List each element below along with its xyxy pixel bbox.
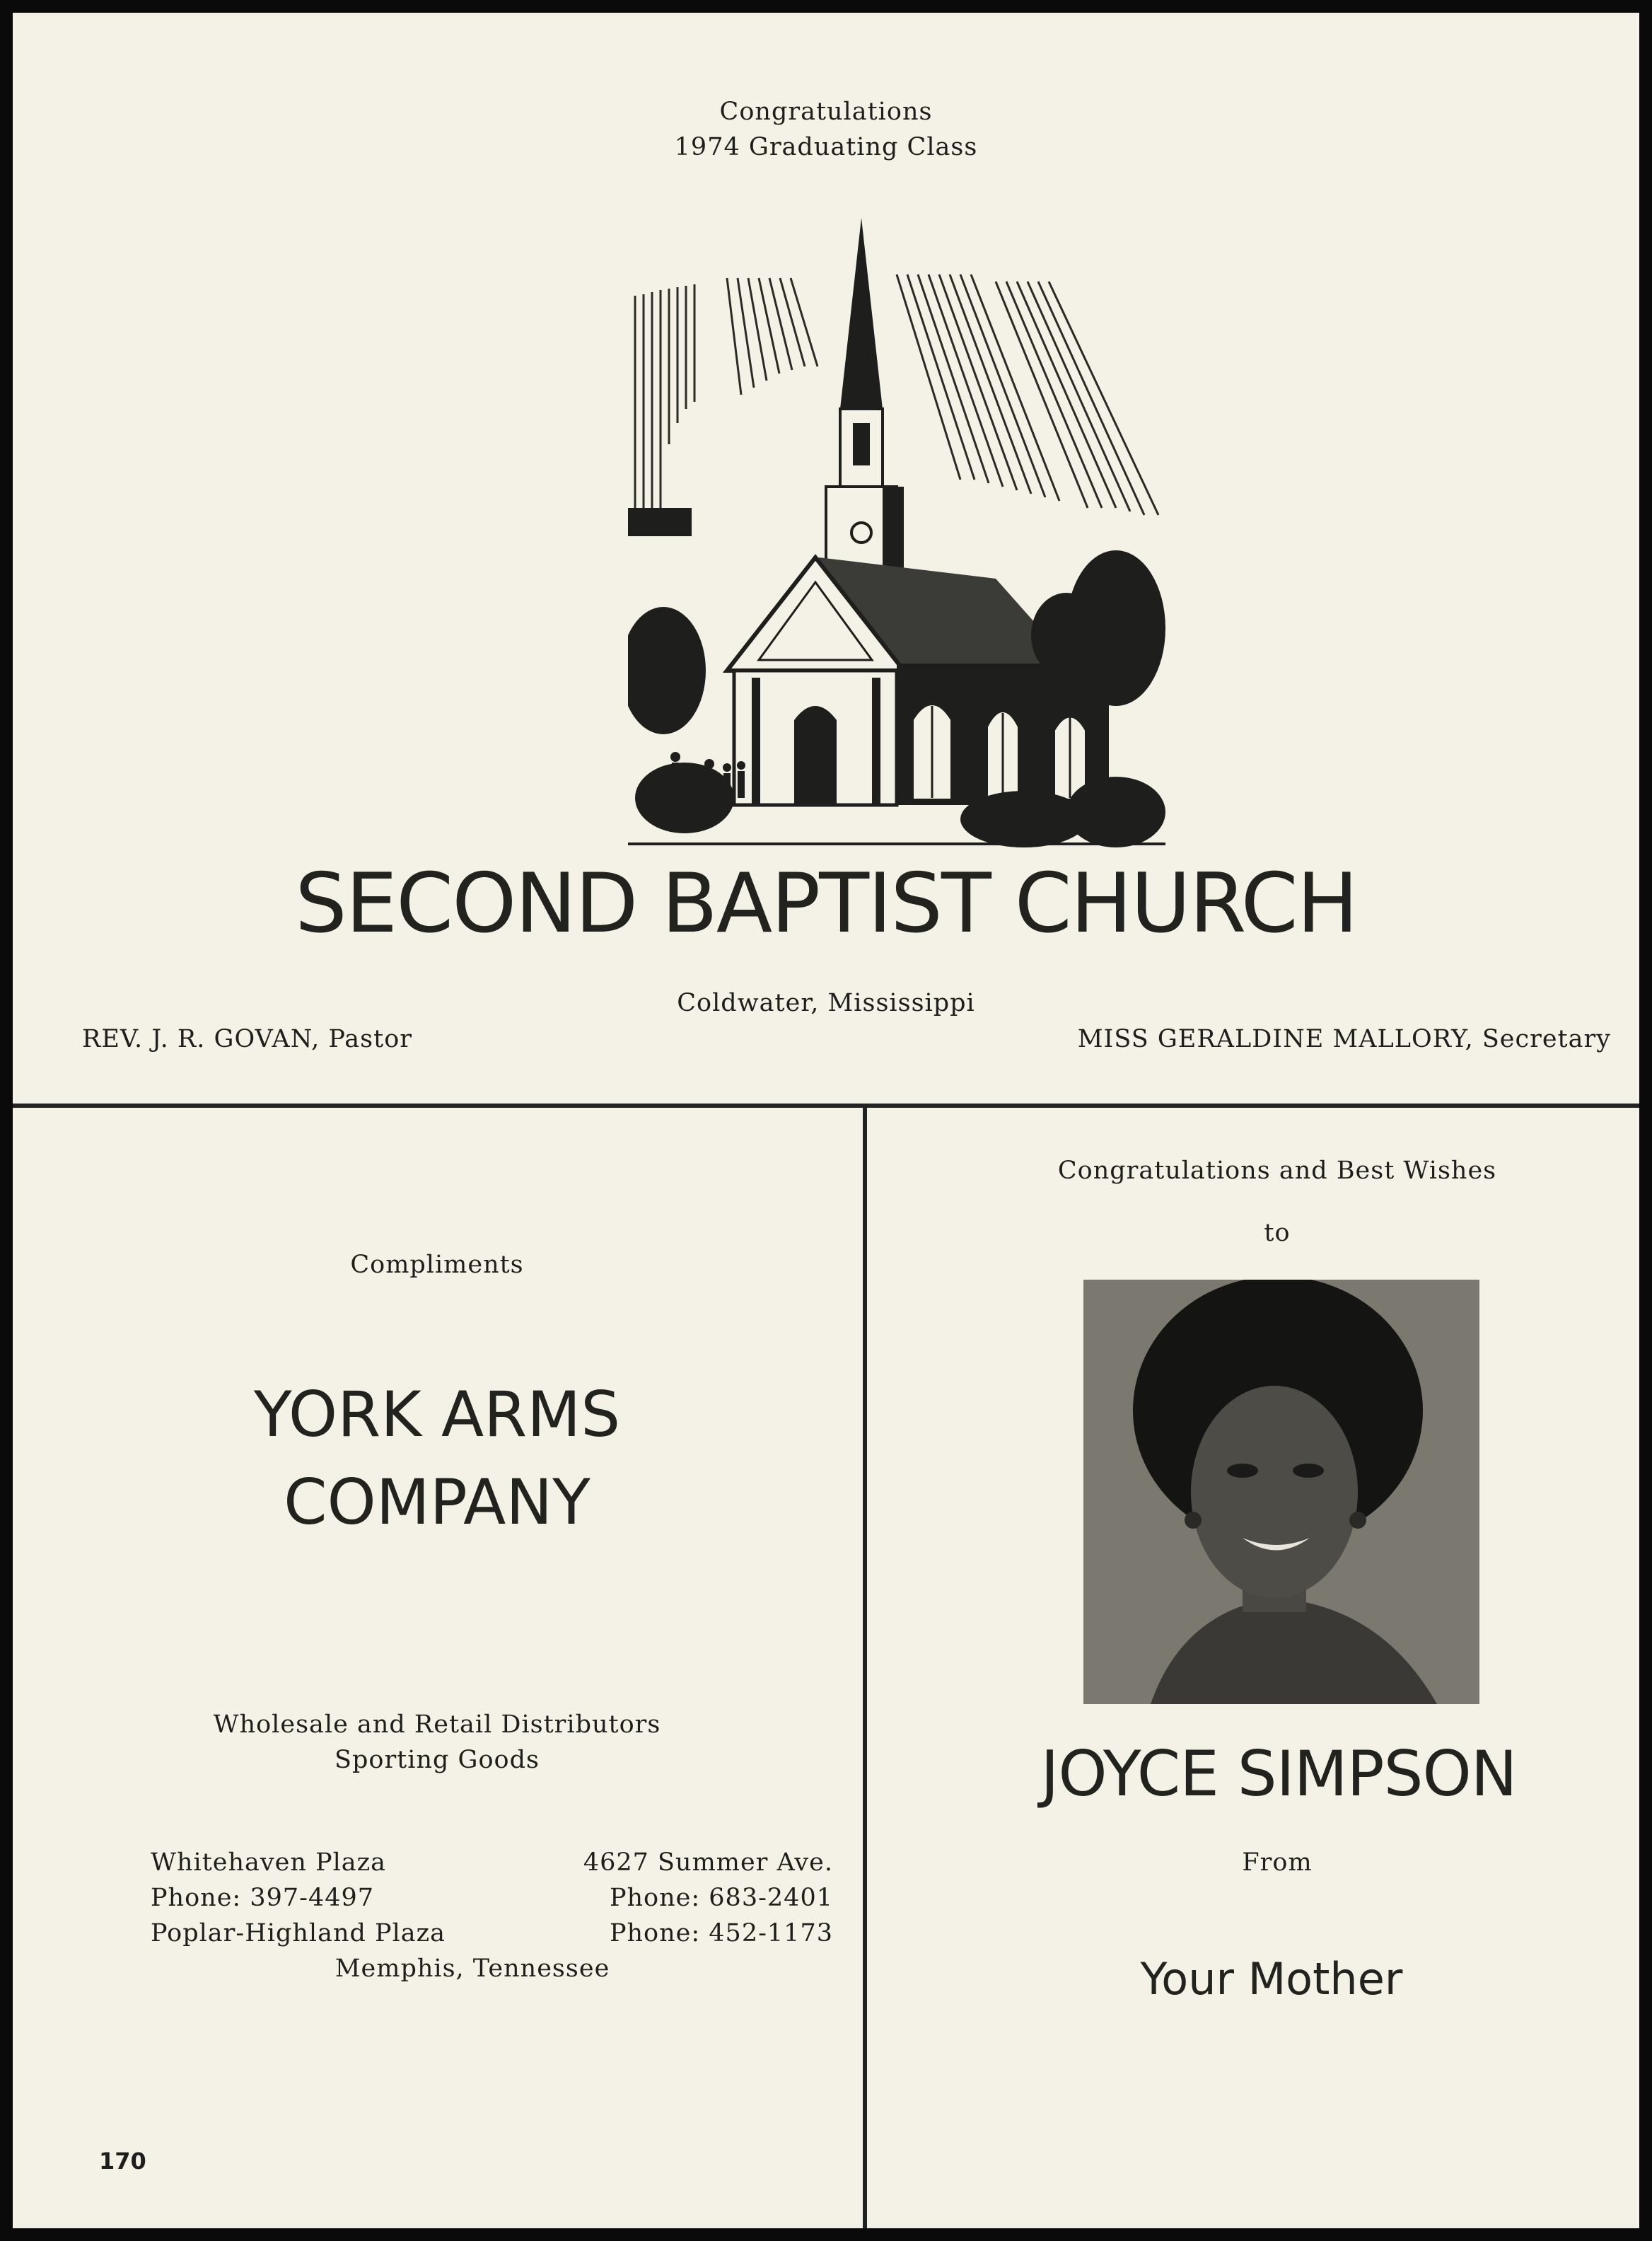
- york-right-store: [494, 1845, 833, 1951]
- york-tagline-line2: Sporting Goods: [335, 1746, 540, 1774]
- church-greeting: [614, 94, 1038, 165]
- york-store-name2: Poplar-Highland Plaza: [151, 1919, 446, 1947]
- simpson-name: JOYCE SIMPSON: [1040, 1737, 1517, 1810]
- portrait-graphic: [1083, 1280, 1479, 1704]
- church-location: Coldwater, Mississippi: [677, 989, 975, 1017]
- york-compliments: Compliments: [350, 1251, 524, 1279]
- simpson-from: From: [1242, 1848, 1313, 1877]
- york-left-store: [151, 1845, 504, 1951]
- church-secretary: MISS GERALDINE MALLORY, Secretary: [1077, 1025, 1611, 1053]
- church-name: SECOND BAPTIST CHURCH: [295, 856, 1357, 951]
- york-store-phone2: Phone: 452-1173: [609, 1919, 833, 1947]
- vertical-divider: [863, 1104, 867, 2228]
- york-tagline: [190, 1707, 685, 1778]
- church-greeting-line1: Congratulations: [719, 98, 933, 126]
- horizontal-divider: [13, 1104, 1639, 1108]
- simpson-to: to: [1264, 1219, 1291, 1247]
- yearbook-page: [13, 13, 1639, 2228]
- simpson-greeting: Congratulations and Best Wishes: [1057, 1157, 1497, 1185]
- york-name-line1: YORK ARMS: [253, 1378, 621, 1451]
- york-store-name: Whitehaven Plaza: [151, 1848, 386, 1877]
- york-name: [154, 1371, 720, 1546]
- church-pastor: REV. J. R. GOVAN, Pastor: [82, 1025, 413, 1053]
- church-illustration: [628, 211, 1165, 855]
- york-tagline-line1: Wholesale and Retail Distributors: [213, 1710, 661, 1739]
- york-store-phone: Phone: 397-4497: [151, 1884, 375, 1912]
- portrait-photo: [1083, 1280, 1479, 1704]
- york-store-address: 4627 Summer Ave.: [583, 1848, 833, 1877]
- york-name-line2: COMPANY: [284, 1466, 591, 1539]
- page-number: 170: [99, 2148, 146, 2175]
- church-greeting-line2: 1974 Graduating Class: [674, 133, 978, 161]
- simpson-sender: Your Mother: [1140, 1953, 1403, 2005]
- york-store-phone1: Phone: 683-2401: [609, 1884, 833, 1912]
- york-city: Memphis, Tennessee: [335, 1955, 610, 1983]
